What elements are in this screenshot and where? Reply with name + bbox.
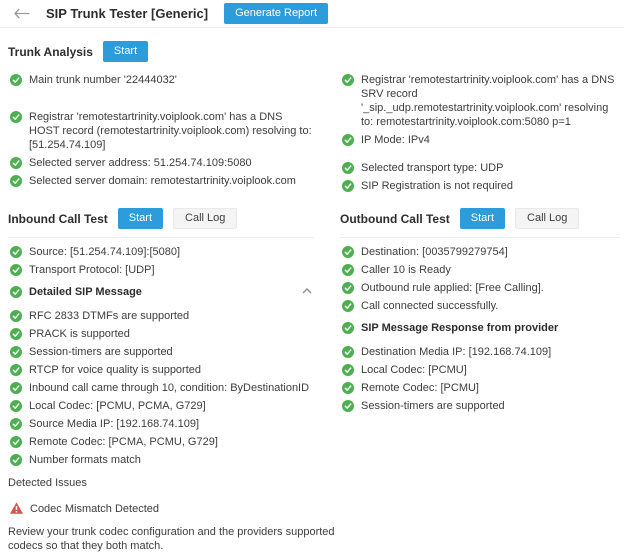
trunk-analysis-columns — [8, 71, 620, 195]
back-arrow-icon[interactable] — [14, 8, 30, 19]
status-item — [340, 159, 620, 177]
outbound-column — [340, 203, 620, 415]
status-item — [8, 108, 314, 154]
check-icon — [10, 364, 22, 376]
check-icon — [342, 264, 354, 276]
status-text: PRACK is supported — [29, 328, 130, 340]
status-text: SIP Registration is not required — [361, 180, 514, 192]
check-icon — [10, 400, 22, 412]
inbound-call-test-header — [8, 203, 314, 238]
status-item — [8, 361, 314, 379]
status-text: Outbound rule applied: [Free Calling]. — [361, 282, 544, 294]
status-text: Selected transport type: UDP — [361, 162, 504, 174]
status-item — [8, 154, 314, 172]
issue-description: Review your trunk codec configuration and the providers supported codecs so that they both match. — [8, 526, 335, 552]
check-icon — [10, 246, 22, 258]
status-item — [8, 415, 314, 433]
check-icon — [10, 436, 22, 448]
outbound-call-test-header — [340, 203, 620, 238]
status-item — [340, 379, 620, 397]
status-item — [340, 297, 620, 315]
check-icon — [10, 328, 22, 340]
status-text: Main trunk number '22444032' — [29, 74, 177, 86]
status-item — [8, 172, 314, 190]
status-item — [340, 261, 620, 279]
status-text: Registrar 'remotestartrinity.voiplook.com' has a DNS HOST record (remotestartrinity.voiplook.com) resolving to: [51.254.74.109] — [29, 111, 312, 151]
status-text: Selected server address: 51.254.74.109:5080 — [29, 157, 252, 169]
status-text: Remote Codec: [PCMA, PCMU, G729] — [29, 436, 218, 448]
status-item — [340, 177, 620, 195]
status-item — [340, 243, 620, 261]
status-item — [8, 307, 314, 325]
status-text: Call connected successfully. — [361, 300, 499, 312]
status-text: Local Codec: [PCMU, PCMA, G729] — [29, 400, 206, 412]
warning-text: Codec Mismatch Detected — [30, 503, 159, 515]
check-icon — [10, 175, 22, 187]
check-icon — [10, 74, 22, 86]
status-text: SIP Message Response from provider — [361, 322, 559, 334]
check-icon — [10, 454, 22, 466]
warning-icon — [10, 502, 23, 514]
trunk-analysis-section — [0, 28, 624, 195]
detected-issues-title: Detected Issues — [8, 477, 87, 489]
check-icon — [342, 400, 354, 412]
trunk-analysis-title: Trunk Analysis — [8, 44, 93, 59]
status-text: Registrar 'remotestartrinity.voiplook.com' has a DNS SRV record '_sip._udp.remotestartrinity.voiplook.com' resolving to: remotestartrinity.voiplook.com:5080 p=1 — [361, 74, 615, 128]
status-text: Number formats match — [29, 454, 141, 466]
status-item — [8, 325, 314, 343]
header — [0, 0, 624, 28]
status-text: Detailed SIP Message — [29, 286, 142, 298]
status-text: Inbound call came through 10, condition: ByDestinationID — [29, 382, 310, 394]
trunk-analysis-right-column — [340, 71, 620, 195]
check-icon — [10, 382, 22, 394]
trunk-analysis-header — [8, 41, 620, 62]
inbound-call-test-section — [8, 203, 314, 469]
check-icon — [342, 382, 354, 394]
chevron-up-icon[interactable] — [302, 285, 312, 294]
status-item — [340, 361, 620, 379]
status-text: Session-timers are supported — [361, 400, 505, 412]
status-text: RFC 2833 DTMFs are supported — [29, 310, 190, 322]
detailed-sip-message-row — [8, 283, 314, 301]
check-icon — [342, 74, 354, 86]
detected-issues-section — [8, 474, 335, 553]
status-text: Source: [51.254.74.109]:[5080] — [29, 246, 181, 258]
status-text: RTCP for voice quality is supported — [29, 364, 202, 376]
status-item — [8, 243, 314, 261]
status-text: IP Mode: IPv4 — [361, 134, 430, 146]
check-icon — [10, 418, 22, 430]
status-text: Source Media IP: [192.168.74.109] — [29, 418, 200, 430]
check-icon — [342, 134, 354, 146]
codec-mismatch-warning — [8, 500, 314, 518]
status-text: Session-timers are supported — [29, 346, 173, 358]
check-icon — [10, 310, 22, 322]
status-text: Selected server domain: remotestartrinity.voiplook.com — [29, 175, 296, 187]
outbound-call-test-section — [340, 203, 620, 415]
inbound-call-log-button[interactable]: Call Log — [173, 208, 237, 229]
check-icon — [342, 322, 354, 334]
status-item — [340, 397, 620, 415]
trunk-analysis-left-column — [8, 71, 314, 190]
status-item — [340, 279, 620, 297]
status-text: Caller 10 is Ready — [361, 264, 451, 276]
page-title: SIP Trunk Tester [Generic] — [46, 6, 209, 21]
status-item — [8, 397, 314, 415]
status-item — [8, 451, 314, 469]
check-icon — [342, 346, 354, 358]
status-text: Destination: [0035799279754] — [361, 246, 508, 258]
check-icon — [10, 111, 22, 123]
status-item — [340, 71, 620, 131]
call-test-columns — [0, 195, 624, 553]
status-text: Destination Media IP: [192.168.74.109] — [361, 346, 552, 358]
status-item — [8, 71, 314, 89]
status-item — [340, 343, 620, 361]
status-text: Local Codec: [PCMU] — [361, 364, 467, 376]
outbound-start-button[interactable]: Start — [460, 208, 505, 229]
status-text: Remote Codec: [PCMU] — [361, 382, 479, 394]
status-item — [8, 261, 314, 279]
check-icon — [342, 246, 354, 258]
status-item — [8, 379, 314, 397]
sip-message-response-row — [340, 319, 620, 337]
status-item — [8, 433, 314, 451]
check-icon — [10, 346, 22, 358]
check-icon — [10, 264, 22, 276]
check-icon — [342, 300, 354, 312]
check-icon — [10, 286, 22, 298]
status-item — [340, 131, 620, 149]
check-icon — [342, 364, 354, 376]
check-icon — [342, 180, 354, 192]
status-text: Transport Protocol: [UDP] — [29, 264, 155, 276]
inbound-call-test-title: Inbound Call Test — [8, 211, 108, 226]
outbound-call-log-button[interactable]: Call Log — [515, 208, 579, 229]
check-icon — [342, 162, 354, 174]
inbound-column — [8, 203, 335, 553]
trunk-analysis-start-button[interactable]: Start — [103, 41, 148, 62]
inbound-start-button[interactable]: Start — [118, 208, 163, 229]
outbound-call-test-title: Outbound Call Test — [340, 211, 450, 226]
check-icon — [10, 157, 22, 169]
generate-report-button[interactable]: Generate Report — [224, 3, 328, 24]
status-item — [8, 343, 314, 361]
check-icon — [342, 282, 354, 294]
